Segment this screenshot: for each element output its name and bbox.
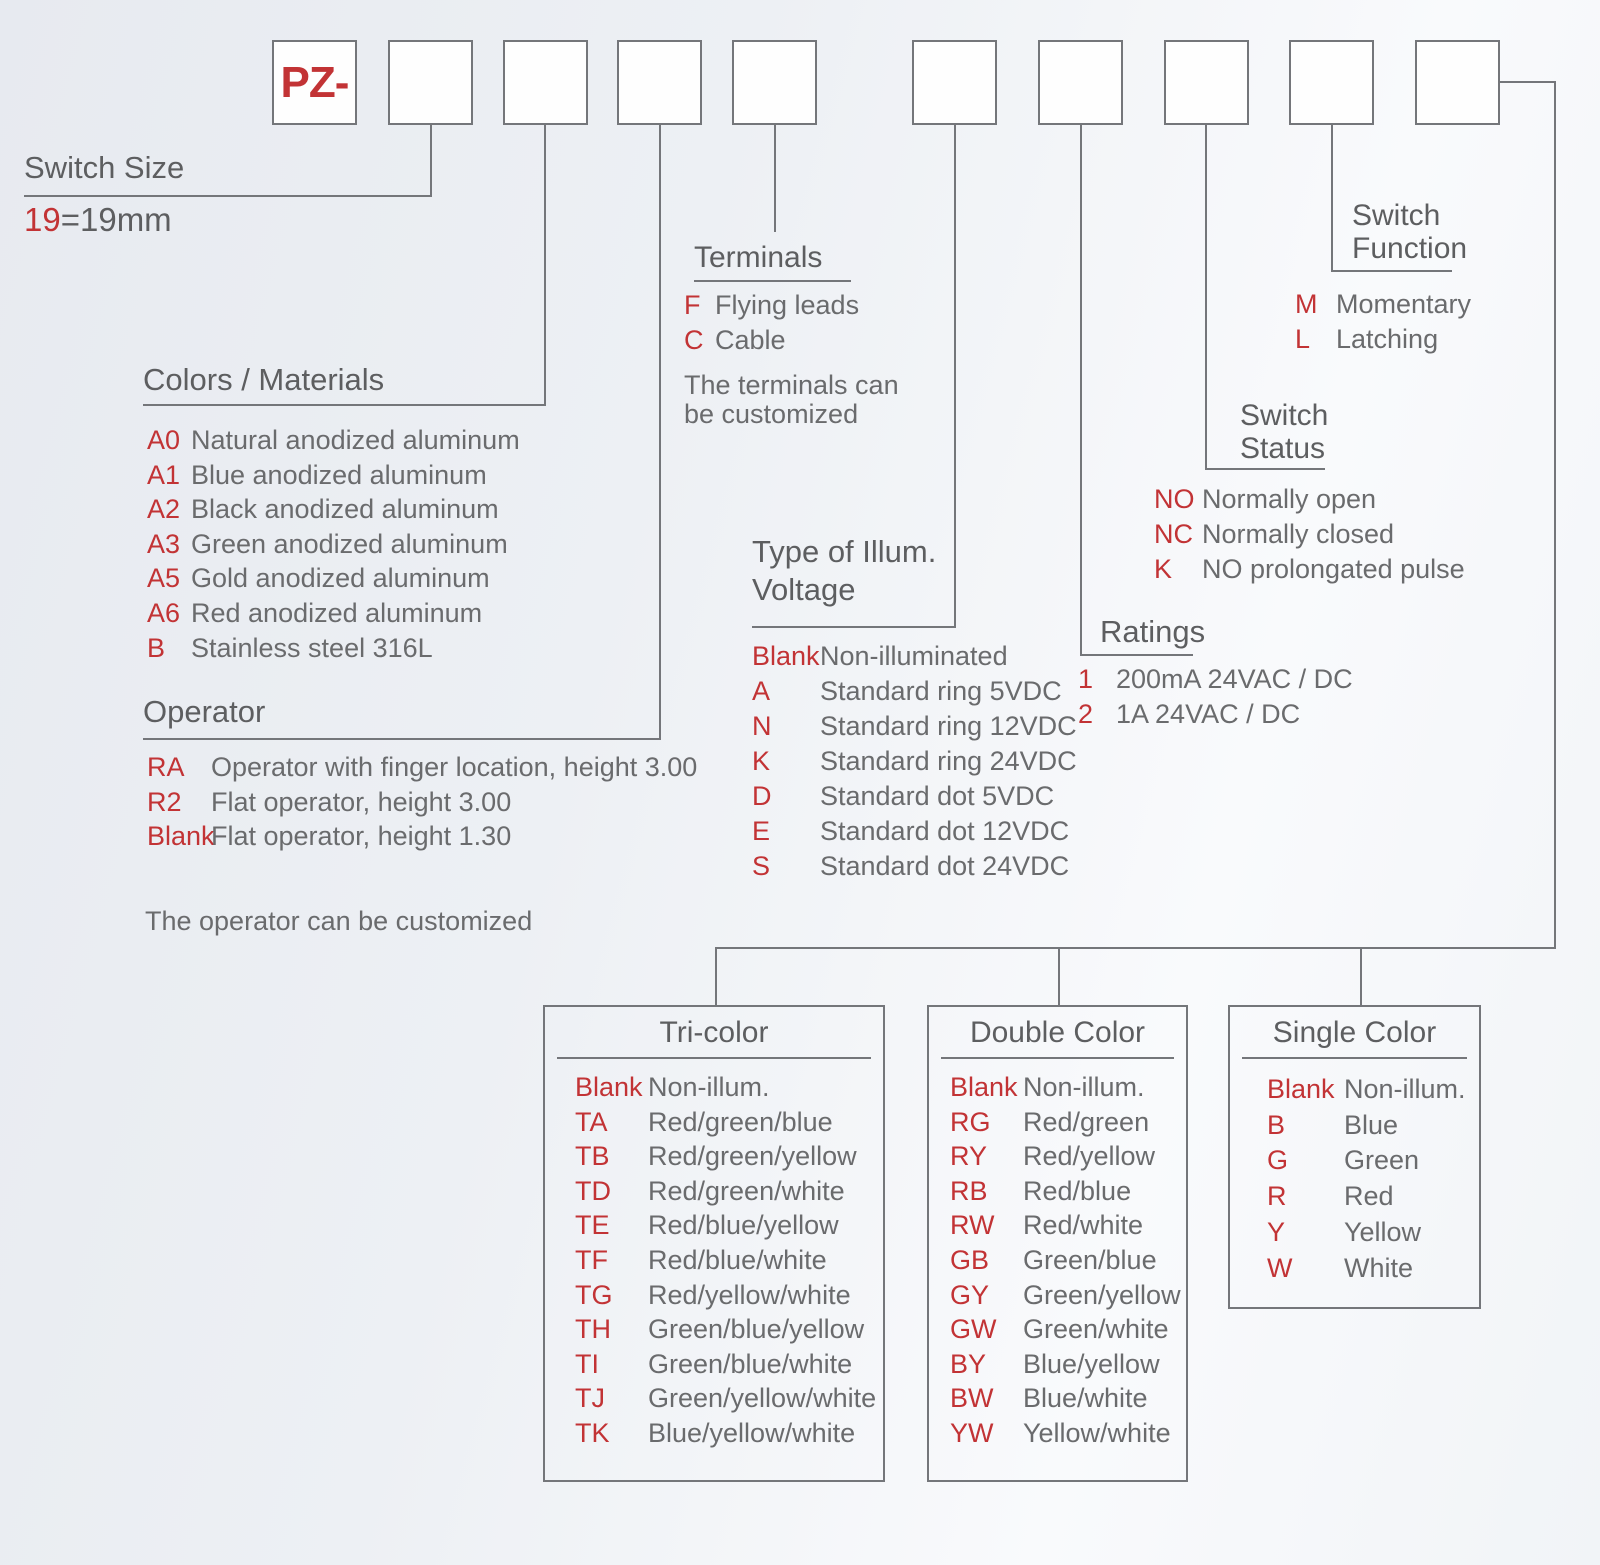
item-code: RG — [950, 1106, 991, 1137]
list-item — [147, 819, 697, 854]
item-desc: Gold anodized aluminum — [191, 563, 490, 594]
operator-list — [147, 750, 697, 854]
item-desc: Non-illum. — [1344, 1074, 1466, 1104]
switch-size-title: Switch Size — [24, 150, 185, 185]
code-box-terminals — [732, 40, 817, 125]
item-code: A2 — [147, 494, 181, 525]
connector-line — [1360, 947, 1362, 1007]
item-code: NO — [1154, 484, 1195, 514]
code-box-ratings — [1038, 40, 1123, 125]
connector-line — [430, 125, 432, 197]
single-color-title-underline — [1242, 1057, 1467, 1059]
connector-line — [544, 125, 546, 406]
item-code: Blank — [1267, 1074, 1335, 1104]
item-code: M — [1295, 289, 1318, 319]
item-desc: Blue/yellow/white — [648, 1417, 856, 1448]
list-item — [1295, 287, 1471, 322]
item-desc: Red/blue/yellow — [648, 1210, 839, 1241]
list-item — [575, 1312, 876, 1347]
switch-function-list — [1295, 287, 1471, 357]
connector-line — [1058, 947, 1060, 1007]
item-code: TK — [575, 1417, 610, 1448]
list-item — [950, 1347, 1181, 1382]
list-item — [575, 1278, 876, 1313]
item-code: Blank — [950, 1072, 1018, 1102]
list-item — [684, 323, 859, 358]
ratings-title: Ratings — [1100, 614, 1206, 649]
list-item — [575, 1070, 876, 1105]
list-item — [1078, 697, 1353, 732]
item-code: TJ — [575, 1383, 605, 1414]
item-desc: Green/yellow/white — [648, 1383, 877, 1414]
switch-status-underline — [1205, 468, 1325, 470]
item-code: NC — [1154, 519, 1193, 549]
connector-line — [715, 947, 1556, 949]
item-code: TI — [575, 1348, 599, 1379]
switch-size-desc: =19mm — [60, 201, 172, 238]
item-desc: Blue/yellow — [1023, 1348, 1160, 1379]
item-code: Blank — [575, 1072, 643, 1102]
colors-materials-underline — [143, 404, 546, 406]
connector-line — [1500, 81, 1556, 83]
list-item — [575, 1416, 876, 1451]
item-code: RA — [147, 752, 185, 782]
list-item — [575, 1381, 876, 1416]
list-item — [147, 596, 520, 631]
illumination-list — [752, 639, 1077, 884]
item-code: F — [684, 290, 701, 320]
switch-status-list — [1154, 482, 1465, 587]
code-box-colors-materials — [503, 40, 588, 125]
operator-note: The operator can be customized — [145, 906, 533, 936]
item-desc: Green/blue/yellow — [648, 1314, 865, 1345]
item-desc: Green/yellow — [1023, 1279, 1181, 1310]
switch-status-title-line1: Switch — [1240, 399, 1329, 432]
item-code: B — [147, 632, 166, 663]
connector-line — [715, 947, 717, 1007]
list-item — [147, 750, 697, 785]
item-desc: Standard ring 24VDC — [820, 746, 1077, 776]
item-desc: NO prolongated pulse — [1202, 554, 1465, 584]
item-desc: Cable — [715, 325, 786, 355]
terminals-list — [684, 288, 859, 358]
switch-function-title-line2: Function — [1352, 232, 1468, 265]
item-desc: Non-illum. — [648, 1072, 770, 1102]
item-desc: Red/yellow — [1023, 1141, 1156, 1172]
item-code: GW — [950, 1314, 997, 1345]
item-desc: Green/blue/white — [648, 1348, 853, 1379]
item-desc: Red — [1344, 1181, 1394, 1212]
item-desc: Normally closed — [1202, 519, 1395, 549]
list-item — [1295, 322, 1471, 357]
list-item — [1267, 1251, 1466, 1287]
illumination-title-line1: Type of Illum. — [752, 534, 937, 569]
item-code: GB — [950, 1244, 990, 1275]
list-item — [752, 709, 1077, 744]
list-item — [950, 1416, 1181, 1451]
item-desc: Green — [1344, 1145, 1420, 1176]
item-desc: Yellow/white — [1023, 1417, 1171, 1448]
code-box-operator — [617, 40, 702, 125]
code-box-switch-status — [1164, 40, 1249, 125]
item-desc: Standard dot 12VDC — [820, 816, 1070, 846]
list-item — [950, 1381, 1181, 1416]
item-code: RB — [950, 1175, 988, 1206]
switch-status-title-line2: Status — [1240, 432, 1326, 465]
switch-function-underline — [1331, 270, 1452, 272]
list-item — [1267, 1143, 1466, 1179]
item-desc: Red/white — [1023, 1210, 1144, 1241]
code-box-switch-size — [388, 40, 473, 125]
item-code: C — [684, 325, 704, 355]
list-item — [1267, 1072, 1466, 1108]
list-item — [147, 423, 520, 458]
item-code: N — [752, 711, 772, 741]
list-item — [950, 1208, 1181, 1243]
item-desc: Yellow — [1344, 1216, 1422, 1247]
ratings-list — [1078, 662, 1353, 732]
item-desc: Blue/white — [1023, 1383, 1148, 1414]
code-box-led-color — [1415, 40, 1500, 125]
list-item — [1267, 1108, 1466, 1144]
item-code: BW — [950, 1383, 994, 1414]
item-code: 2 — [1078, 699, 1094, 729]
list-item — [147, 561, 520, 596]
tri-color-title: Tri-color — [659, 1016, 769, 1049]
list-item — [147, 492, 520, 527]
list-item — [950, 1105, 1181, 1140]
item-code: TF — [575, 1244, 608, 1275]
list-item — [752, 639, 1077, 674]
item-code: K — [752, 746, 771, 776]
item-desc: Blue anodized aluminum — [191, 459, 487, 490]
item-desc: Green anodized aluminum — [191, 528, 508, 559]
item-desc: Red/green/blue — [648, 1106, 833, 1137]
item-desc: Natural anodized aluminum — [191, 425, 520, 455]
item-desc: Normally open — [1202, 484, 1377, 514]
item-code: Blank — [147, 821, 215, 851]
item-desc: Standard dot 24VDC — [820, 851, 1070, 881]
item-desc: Flat operator, height 3.00 — [211, 786, 512, 817]
double-color-title: Double Color — [969, 1016, 1146, 1049]
item-desc: White — [1344, 1252, 1414, 1283]
item-desc: Non-illuminated — [820, 641, 1008, 671]
connector-line — [954, 125, 956, 628]
list-item — [950, 1243, 1181, 1278]
single-color-title: Single Color — [1272, 1016, 1437, 1049]
list-item — [575, 1347, 876, 1382]
item-desc: Red/blue/white — [648, 1244, 827, 1275]
item-desc: Blue — [1344, 1109, 1399, 1140]
item-desc: Red/yellow/white — [648, 1279, 851, 1310]
switch-size-value — [24, 201, 172, 239]
item-desc: Momentary — [1336, 289, 1472, 319]
code-box-illumination — [912, 40, 997, 125]
illumination-underline — [752, 626, 956, 628]
item-desc: Non-illum. — [1023, 1072, 1145, 1102]
terminals-title: Terminals — [694, 241, 823, 274]
list-item — [147, 631, 520, 666]
list-item — [1154, 517, 1465, 552]
item-desc: Flat operator, height 1.30 — [211, 821, 512, 851]
list-item — [950, 1312, 1181, 1347]
list-item — [950, 1139, 1181, 1174]
list-item — [575, 1139, 876, 1174]
list-item — [950, 1278, 1181, 1313]
item-desc: Red/green — [1023, 1106, 1150, 1137]
list-item — [752, 674, 1077, 709]
item-desc: Standard dot 5VDC — [820, 781, 1055, 811]
colors-materials-list — [147, 423, 520, 665]
item-code: E — [752, 816, 771, 846]
item-code: A3 — [147, 528, 181, 559]
item-code: G — [1267, 1145, 1289, 1176]
list-item — [752, 849, 1077, 884]
item-code: R2 — [147, 786, 182, 817]
switch-size-underline — [24, 195, 432, 197]
item-desc: Operator with finger location, height 3.00 — [211, 752, 698, 782]
item-code: TG — [575, 1279, 613, 1310]
item-desc: Standard ring 12VDC — [820, 711, 1077, 741]
item-code: A5 — [147, 563, 181, 594]
item-code: K — [1154, 554, 1173, 584]
operator-title: Operator — [143, 694, 266, 729]
connector-line — [1205, 125, 1207, 470]
item-desc: 200mA 24VAC / DC — [1116, 664, 1353, 694]
connector-line — [1554, 81, 1556, 949]
item-code: YW — [950, 1417, 994, 1448]
list-item — [950, 1174, 1181, 1209]
item-desc: Green/white — [1023, 1314, 1169, 1345]
double-color-title-underline — [941, 1057, 1174, 1059]
list-item — [147, 458, 520, 493]
double-color-list — [950, 1070, 1181, 1451]
item-code: R — [1267, 1181, 1287, 1212]
list-item — [575, 1174, 876, 1209]
list-item — [147, 785, 697, 820]
operator-underline — [143, 738, 661, 740]
colors-materials-title: Colors / Materials — [143, 362, 385, 397]
ratings-underline — [1080, 654, 1193, 656]
connector-line — [1331, 125, 1333, 272]
item-code: Y — [1267, 1216, 1286, 1247]
item-desc: Red/green/white — [648, 1175, 845, 1206]
list-item — [575, 1105, 876, 1140]
item-desc: Red anodized aluminum — [191, 597, 483, 628]
switch-function-title-line1: Switch — [1352, 199, 1441, 232]
item-desc: Black anodized aluminum — [191, 494, 499, 525]
illumination-title-line2: Voltage — [752, 572, 856, 607]
item-code: W — [1267, 1252, 1293, 1283]
item-code: B — [1267, 1109, 1286, 1140]
item-desc: Latching — [1336, 324, 1439, 354]
list-item — [1267, 1215, 1466, 1251]
item-code: RY — [950, 1141, 988, 1172]
item-code: GY — [950, 1279, 990, 1310]
item-code: 1 — [1078, 664, 1094, 694]
list-item — [147, 527, 520, 562]
list-item — [684, 288, 859, 323]
item-code: TD — [575, 1175, 611, 1206]
item-code: L — [1295, 324, 1311, 354]
item-code: TB — [575, 1141, 610, 1172]
list-item — [1267, 1179, 1466, 1215]
list-item — [752, 779, 1077, 814]
item-code: S — [752, 851, 771, 881]
list-item — [752, 744, 1077, 779]
item-code: TE — [575, 1210, 610, 1241]
item-code: Blank — [752, 641, 820, 671]
list-item — [575, 1243, 876, 1278]
list-item — [752, 814, 1077, 849]
list-item — [1154, 482, 1465, 517]
connector-line — [659, 125, 661, 740]
item-code: A6 — [147, 597, 181, 628]
terminals-underline — [694, 280, 851, 282]
item-desc: 1A 24VAC / DC — [1116, 699, 1301, 729]
terminals-note: The terminals can be customized — [684, 370, 899, 429]
item-code: TA — [575, 1106, 608, 1137]
item-code: A — [752, 676, 771, 706]
item-desc: Flying leads — [715, 290, 860, 320]
item-code: A0 — [147, 425, 181, 455]
single-color-list — [1267, 1072, 1466, 1286]
list-item — [1154, 552, 1465, 587]
item-code: TH — [575, 1314, 611, 1345]
list-item — [1078, 662, 1353, 697]
item-desc: Green/blue — [1023, 1244, 1157, 1275]
list-item — [950, 1070, 1181, 1105]
item-code: A1 — [147, 459, 181, 490]
switch-size-code: 19 — [24, 201, 61, 238]
item-code: D — [752, 781, 772, 811]
item-desc: Red/green/yellow — [648, 1141, 857, 1172]
part-prefix-box: PZ- — [272, 40, 357, 125]
code-box-switch-function — [1289, 40, 1374, 125]
item-code: RW — [950, 1210, 995, 1241]
item-desc: Standard ring 5VDC — [820, 676, 1062, 706]
item-code: BY — [950, 1348, 987, 1379]
tri-color-list — [575, 1070, 876, 1451]
item-desc: Stainless steel 316L — [191, 632, 433, 663]
list-item — [575, 1208, 876, 1243]
tri-color-title-underline — [557, 1057, 871, 1059]
connector-line — [774, 125, 776, 232]
connector-line — [1080, 125, 1082, 656]
item-desc: Red/blue — [1023, 1175, 1132, 1206]
